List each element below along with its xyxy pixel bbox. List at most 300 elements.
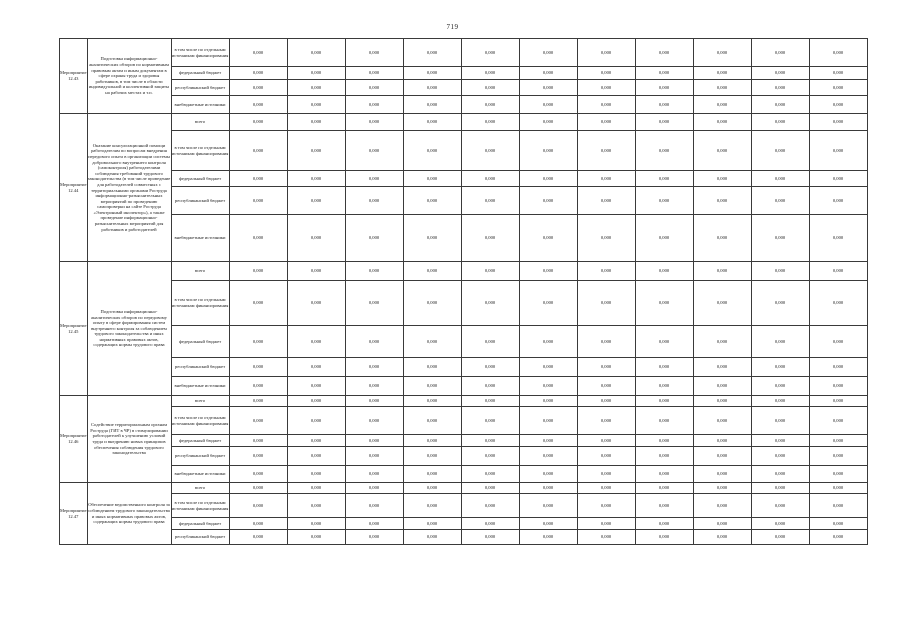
funding-source: федеральный бюджет: [171, 171, 229, 187]
funding-source: федеральный бюджет: [171, 326, 229, 358]
amount-cell: 0,000: [461, 494, 519, 518]
amount-cell: 0,000: [809, 483, 867, 494]
amount-cell: 0,000: [635, 447, 693, 466]
amount-cell: 0,000: [809, 326, 867, 358]
amount-cell: 0,000: [809, 80, 867, 96]
funding-source: в том числе по отдельным источникам финансирования: [171, 407, 229, 435]
amount-cell: 0,000: [287, 447, 345, 466]
amount-cell: 0,000: [229, 377, 287, 396]
amount-cell: 0,000: [345, 358, 403, 377]
amount-cell: 0,000: [229, 447, 287, 466]
amount-cell: 0,000: [635, 377, 693, 396]
amount-cell: 0,000: [809, 187, 867, 215]
amount-cell: 0,000: [809, 96, 867, 114]
amount-cell: 0,000: [345, 407, 403, 435]
amount-cell: 0,000: [403, 466, 461, 483]
amount-cell: 0,000: [635, 80, 693, 96]
amount-cell: 0,000: [345, 530, 403, 545]
amount-cell: 0,000: [577, 530, 635, 545]
amount-cell: 0,000: [461, 530, 519, 545]
amount-cell: 0,000: [345, 96, 403, 114]
event-description: Подготовка информационно-аналитических обзоров по нормативным правовым актам и иным документам в сфере охраны труда и здоровья работников, в том числе в области индивидуальной и коллективной защиты на рабочих местах и т.п.: [87, 39, 171, 114]
funding-source: внебюджетные источники: [171, 466, 229, 483]
amount-cell: 0,000: [693, 187, 751, 215]
event-code: Мероприятие 12.45: [60, 262, 88, 396]
amount-cell: 0,000: [287, 262, 345, 281]
amount-cell: 0,000: [403, 80, 461, 96]
amount-cell: 0,000: [751, 80, 809, 96]
funding-source: федеральный бюджет: [171, 518, 229, 530]
amount-cell: 0,000: [751, 494, 809, 518]
amount-cell: 0,000: [577, 483, 635, 494]
amount-cell: 0,000: [519, 67, 577, 80]
amount-cell: 0,000: [693, 67, 751, 80]
funding-source: внебюджетные источники: [171, 96, 229, 114]
amount-cell: 0,000: [345, 281, 403, 326]
amount-cell: 0,000: [287, 67, 345, 80]
amount-cell: 0,000: [809, 215, 867, 262]
amount-cell: 0,000: [635, 187, 693, 215]
amount-cell: 0,000: [635, 96, 693, 114]
amount-cell: 0,000: [577, 466, 635, 483]
amount-cell: 0,000: [345, 187, 403, 215]
table-row: [60, 215, 868, 262]
amount-cell: 0,000: [693, 494, 751, 518]
amount-cell: 0,000: [519, 131, 577, 171]
amount-cell: 0,000: [461, 39, 519, 67]
amount-cell: 0,000: [519, 187, 577, 215]
amount-cell: 0,000: [577, 67, 635, 80]
table-row: [60, 39, 868, 67]
amount-cell: 0,000: [751, 171, 809, 187]
amount-cell: 0,000: [577, 358, 635, 377]
amount-cell: 0,000: [345, 435, 403, 447]
amount-cell: 0,000: [751, 215, 809, 262]
amount-cell: 0,000: [287, 396, 345, 407]
amount-cell: 0,000: [461, 131, 519, 171]
amount-cell: 0,000: [693, 358, 751, 377]
amount-cell: 0,000: [809, 281, 867, 326]
amount-cell: 0,000: [403, 483, 461, 494]
amount-cell: 0,000: [577, 281, 635, 326]
amount-cell: 0,000: [229, 67, 287, 80]
amount-cell: 0,000: [345, 494, 403, 518]
amount-cell: 0,000: [577, 518, 635, 530]
amount-cell: 0,000: [635, 396, 693, 407]
amount-cell: 0,000: [461, 262, 519, 281]
amount-cell: 0,000: [287, 377, 345, 396]
amount-cell: 0,000: [461, 114, 519, 131]
amount-cell: 0,000: [519, 358, 577, 377]
event-description: Оказание консультационной помощи работодателям по вопросам внедрения передового опыта в организации системы добровольного внутреннего контроля (самоконтроля) работодателями соблюдения требований трудового законодательства (в том числе проведение для работодателей совместных с территориальными органами Роструда информационно-разъяснительных мероприятий по проведению самопроверки на сайте Роструда «Электронный инспектор»), а также проведение информационно-разъяснительных мероприятий для работников и работодателей: [87, 114, 171, 262]
amount-cell: 0,000: [809, 530, 867, 545]
amount-cell: 0,000: [809, 67, 867, 80]
amount-cell: 0,000: [403, 494, 461, 518]
amount-cell: 0,000: [693, 114, 751, 131]
amount-cell: 0,000: [345, 171, 403, 187]
amount-cell: 0,000: [461, 80, 519, 96]
amount-cell: 0,000: [809, 494, 867, 518]
amount-cell: 0,000: [229, 483, 287, 494]
event-description: Обеспечение ведомственного контроля за соблюдением трудового законодательства и иных нормативных правовых актов, содержащих нормы трудового права: [87, 483, 171, 545]
amount-cell: 0,000: [403, 435, 461, 447]
amount-cell: 0,000: [635, 518, 693, 530]
funding-source: внебюджетные источники: [171, 215, 229, 262]
amount-cell: 0,000: [403, 96, 461, 114]
amount-cell: 0,000: [345, 262, 403, 281]
amount-cell: 0,000: [693, 262, 751, 281]
amount-cell: 0,000: [809, 518, 867, 530]
amount-cell: 0,000: [229, 530, 287, 545]
amount-cell: 0,000: [403, 131, 461, 171]
table-row: [60, 494, 868, 518]
amount-cell: 0,000: [751, 483, 809, 494]
amount-cell: 0,000: [229, 215, 287, 262]
funding-source: республиканский бюджет: [171, 80, 229, 96]
amount-cell: 0,000: [693, 377, 751, 396]
amount-cell: 0,000: [287, 171, 345, 187]
amount-cell: 0,000: [693, 171, 751, 187]
amount-cell: 0,000: [287, 466, 345, 483]
table-row: [60, 466, 868, 483]
table-row: [60, 483, 868, 494]
amount-cell: 0,000: [229, 518, 287, 530]
amount-cell: 0,000: [577, 131, 635, 171]
amount-cell: 0,000: [519, 530, 577, 545]
amount-cell: 0,000: [693, 435, 751, 447]
amount-cell: 0,000: [635, 435, 693, 447]
amount-cell: 0,000: [751, 396, 809, 407]
amount-cell: 0,000: [809, 377, 867, 396]
amount-cell: 0,000: [287, 530, 345, 545]
table-row: [60, 67, 868, 80]
amount-cell: 0,000: [635, 39, 693, 67]
table-row: [60, 96, 868, 114]
amount-cell: 0,000: [751, 39, 809, 67]
amount-cell: 0,000: [287, 114, 345, 131]
amount-cell: 0,000: [403, 447, 461, 466]
amount-cell: 0,000: [461, 518, 519, 530]
amount-cell: 0,000: [751, 435, 809, 447]
amount-cell: 0,000: [403, 326, 461, 358]
amount-cell: 0,000: [751, 262, 809, 281]
amount-cell: 0,000: [461, 358, 519, 377]
amount-cell: 0,000: [345, 518, 403, 530]
amount-cell: 0,000: [287, 435, 345, 447]
amount-cell: 0,000: [809, 435, 867, 447]
table-row: [60, 114, 868, 131]
amount-cell: 0,000: [751, 466, 809, 483]
amount-cell: 0,000: [635, 358, 693, 377]
amount-cell: 0,000: [809, 171, 867, 187]
funding-source: республиканский бюджет: [171, 187, 229, 215]
amount-cell: 0,000: [403, 407, 461, 435]
amount-cell: 0,000: [693, 396, 751, 407]
amount-cell: 0,000: [403, 215, 461, 262]
amount-cell: 0,000: [577, 396, 635, 407]
amount-cell: 0,000: [345, 114, 403, 131]
amount-cell: 0,000: [229, 39, 287, 67]
event-code: Мероприятие 12.44: [60, 114, 88, 262]
amount-cell: 0,000: [229, 131, 287, 171]
amount-cell: 0,000: [577, 447, 635, 466]
amount-cell: 0,000: [403, 187, 461, 215]
amount-cell: 0,000: [519, 326, 577, 358]
table-body: [60, 39, 868, 545]
amount-cell: 0,000: [403, 358, 461, 377]
event-description: Подготовка информационно-аналитических обзоров по передовому опыту в сфере формирования систем внутреннего контроля за соблюдением трудового законодательства и иных нормативных правовых актов, содержащих нормы трудового права: [87, 262, 171, 396]
amount-cell: 0,000: [751, 187, 809, 215]
amount-cell: 0,000: [229, 326, 287, 358]
amount-cell: 0,000: [461, 435, 519, 447]
funding-source: в том числе по отдельным источникам финансирования: [171, 131, 229, 171]
amount-cell: 0,000: [635, 530, 693, 545]
amount-cell: 0,000: [229, 435, 287, 447]
amount-cell: 0,000: [345, 447, 403, 466]
amount-cell: 0,000: [461, 67, 519, 80]
amount-cell: 0,000: [461, 407, 519, 435]
amount-cell: 0,000: [577, 96, 635, 114]
amount-cell: 0,000: [345, 483, 403, 494]
funding-source: внебюджетные источники: [171, 377, 229, 396]
amount-cell: 0,000: [809, 358, 867, 377]
table-row: [60, 326, 868, 358]
amount-cell: 0,000: [461, 396, 519, 407]
amount-cell: 0,000: [693, 530, 751, 545]
amount-cell: 0,000: [403, 518, 461, 530]
table-row: [60, 262, 868, 281]
funding-source: всего: [171, 114, 229, 131]
amount-cell: 0,000: [519, 262, 577, 281]
amount-cell: 0,000: [635, 171, 693, 187]
amount-cell: 0,000: [345, 377, 403, 396]
amount-cell: 0,000: [287, 494, 345, 518]
amount-cell: 0,000: [809, 407, 867, 435]
amount-cell: 0,000: [751, 281, 809, 326]
amount-cell: 0,000: [751, 407, 809, 435]
funding-source: в том числе по отдельным источникам финансирования: [171, 281, 229, 326]
amount-cell: 0,000: [461, 447, 519, 466]
amount-cell: 0,000: [403, 39, 461, 67]
amount-cell: 0,000: [577, 377, 635, 396]
amount-cell: 0,000: [461, 326, 519, 358]
amount-cell: 0,000: [519, 518, 577, 530]
amount-cell: 0,000: [577, 171, 635, 187]
funding-source: федеральный бюджет: [171, 67, 229, 80]
funding-source: в том числе по отдельным источникам финансирования: [171, 494, 229, 518]
amount-cell: 0,000: [693, 39, 751, 67]
amount-cell: 0,000: [751, 447, 809, 466]
amount-cell: 0,000: [345, 80, 403, 96]
amount-cell: 0,000: [693, 96, 751, 114]
amount-cell: 0,000: [693, 483, 751, 494]
amount-cell: 0,000: [461, 171, 519, 187]
amount-cell: 0,000: [403, 377, 461, 396]
amount-cell: 0,000: [519, 96, 577, 114]
amount-cell: 0,000: [635, 483, 693, 494]
amount-cell: 0,000: [229, 466, 287, 483]
table-row: [60, 407, 868, 435]
table-row: [60, 281, 868, 326]
amount-cell: 0,000: [635, 114, 693, 131]
amount-cell: 0,000: [693, 518, 751, 530]
amount-cell: 0,000: [461, 281, 519, 326]
amount-cell: 0,000: [519, 39, 577, 67]
funding-source: республиканский бюджет: [171, 447, 229, 466]
amount-cell: 0,000: [693, 407, 751, 435]
amount-cell: 0,000: [287, 131, 345, 171]
amount-cell: 0,000: [461, 96, 519, 114]
amount-cell: 0,000: [519, 80, 577, 96]
amount-cell: 0,000: [229, 187, 287, 215]
amount-cell: 0,000: [809, 447, 867, 466]
amount-cell: 0,000: [287, 358, 345, 377]
amount-cell: 0,000: [577, 80, 635, 96]
amount-cell: 0,000: [809, 396, 867, 407]
amount-cell: 0,000: [345, 466, 403, 483]
amount-cell: 0,000: [751, 326, 809, 358]
amount-cell: 0,000: [519, 466, 577, 483]
amount-cell: 0,000: [461, 466, 519, 483]
amount-cell: 0,000: [519, 396, 577, 407]
amount-cell: 0,000: [635, 466, 693, 483]
amount-cell: 0,000: [693, 326, 751, 358]
amount-cell: 0,000: [693, 215, 751, 262]
event-code: Мероприятие 12.43: [60, 39, 88, 114]
amount-cell: 0,000: [809, 466, 867, 483]
amount-cell: 0,000: [229, 396, 287, 407]
amount-cell: 0,000: [403, 67, 461, 80]
funding-source: республиканский бюджет: [171, 530, 229, 545]
amount-cell: 0,000: [229, 114, 287, 131]
amount-cell: 0,000: [287, 39, 345, 67]
amount-cell: 0,000: [693, 466, 751, 483]
amount-cell: 0,000: [519, 407, 577, 435]
amount-cell: 0,000: [287, 326, 345, 358]
amount-cell: 0,000: [751, 114, 809, 131]
funding-source: федеральный бюджет: [171, 435, 229, 447]
amount-cell: 0,000: [461, 483, 519, 494]
amount-cell: 0,000: [693, 447, 751, 466]
amount-cell: 0,000: [287, 215, 345, 262]
amount-cell: 0,000: [693, 80, 751, 96]
amount-cell: 0,000: [751, 377, 809, 396]
table-row: [60, 377, 868, 396]
amount-cell: 0,000: [461, 377, 519, 396]
funding-source: всего: [171, 483, 229, 494]
amount-cell: 0,000: [461, 215, 519, 262]
table-row: [60, 187, 868, 215]
amount-cell: 0,000: [229, 171, 287, 187]
amount-cell: 0,000: [403, 114, 461, 131]
amount-cell: 0,000: [751, 67, 809, 80]
table-row: [60, 171, 868, 187]
amount-cell: 0,000: [229, 281, 287, 326]
amount-cell: 0,000: [635, 326, 693, 358]
amount-cell: 0,000: [751, 358, 809, 377]
amount-cell: 0,000: [635, 67, 693, 80]
amount-cell: 0,000: [403, 262, 461, 281]
amount-cell: 0,000: [403, 396, 461, 407]
amount-cell: 0,000: [229, 96, 287, 114]
funding-source: всего: [171, 396, 229, 407]
amount-cell: 0,000: [345, 396, 403, 407]
amount-cell: 0,000: [287, 407, 345, 435]
budget-table: [59, 38, 868, 545]
amount-cell: 0,000: [519, 494, 577, 518]
table-row: [60, 435, 868, 447]
amount-cell: 0,000: [519, 483, 577, 494]
table-row: [60, 131, 868, 171]
amount-cell: 0,000: [809, 114, 867, 131]
amount-cell: 0,000: [519, 447, 577, 466]
table-row: [60, 530, 868, 545]
amount-cell: 0,000: [809, 262, 867, 281]
amount-cell: 0,000: [577, 407, 635, 435]
amount-cell: 0,000: [693, 131, 751, 171]
amount-cell: 0,000: [635, 407, 693, 435]
amount-cell: 0,000: [345, 39, 403, 67]
amount-cell: 0,000: [693, 281, 751, 326]
amount-cell: 0,000: [809, 39, 867, 67]
amount-cell: 0,000: [577, 187, 635, 215]
amount-cell: 0,000: [229, 494, 287, 518]
funding-source: республиканский бюджет: [171, 358, 229, 377]
amount-cell: 0,000: [635, 494, 693, 518]
amount-cell: 0,000: [287, 187, 345, 215]
amount-cell: 0,000: [809, 131, 867, 171]
amount-cell: 0,000: [519, 281, 577, 326]
amount-cell: 0,000: [229, 358, 287, 377]
amount-cell: 0,000: [287, 96, 345, 114]
amount-cell: 0,000: [577, 494, 635, 518]
page-number: 719: [446, 23, 459, 31]
amount-cell: 0,000: [345, 215, 403, 262]
amount-cell: 0,000: [751, 131, 809, 171]
amount-cell: 0,000: [577, 435, 635, 447]
amount-cell: 0,000: [577, 262, 635, 281]
amount-cell: 0,000: [577, 215, 635, 262]
amount-cell: 0,000: [345, 326, 403, 358]
table-row: [60, 518, 868, 530]
amount-cell: 0,000: [287, 518, 345, 530]
amount-cell: 0,000: [577, 39, 635, 67]
amount-cell: 0,000: [635, 262, 693, 281]
amount-cell: 0,000: [635, 281, 693, 326]
amount-cell: 0,000: [403, 530, 461, 545]
amount-cell: 0,000: [577, 326, 635, 358]
event-description: Содействие территориальным органам Роструда (ГИТ в ЧР) в стимулировании работодателей к улучшению условий труда и внедрению новых принципов обеспечения соблюдения трудового законодательства: [87, 396, 171, 483]
table-row: [60, 358, 868, 377]
funding-source: в том числе по отдельным источникам финансирования: [171, 39, 229, 67]
amount-cell: 0,000: [519, 377, 577, 396]
amount-cell: 0,000: [345, 67, 403, 80]
amount-cell: 0,000: [345, 131, 403, 171]
amount-cell: 0,000: [519, 435, 577, 447]
amount-cell: 0,000: [519, 114, 577, 131]
amount-cell: 0,000: [403, 281, 461, 326]
table-row: [60, 396, 868, 407]
amount-cell: 0,000: [287, 80, 345, 96]
amount-cell: 0,000: [751, 96, 809, 114]
amount-cell: 0,000: [751, 530, 809, 545]
amount-cell: 0,000: [635, 215, 693, 262]
amount-cell: 0,000: [229, 80, 287, 96]
event-code: Мероприятие 12.47: [60, 483, 88, 545]
event-code: Мероприятие 12.46: [60, 396, 88, 483]
amount-cell: 0,000: [287, 281, 345, 326]
amount-cell: 0,000: [635, 131, 693, 171]
